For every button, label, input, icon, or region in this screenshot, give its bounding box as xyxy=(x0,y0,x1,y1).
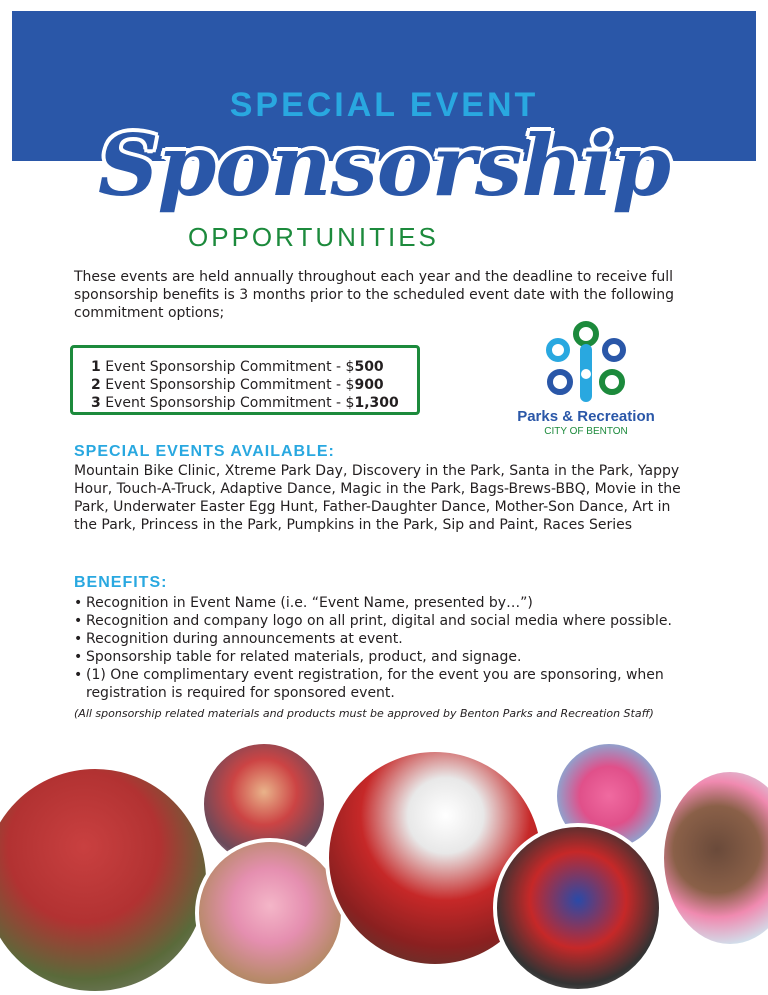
events-heading: SPECIAL EVENTS AVAILABLE: xyxy=(74,443,335,460)
benefits-heading: BENEFITS: xyxy=(74,574,168,591)
commitment-amount: 900 xyxy=(354,377,384,393)
benefit-item: • Recognition in Event Name (i.e. “Event Name, presented by…”) xyxy=(74,594,714,612)
header-kicker: SPECIAL EVENT xyxy=(229,86,539,124)
commitment-amount: 1,300 xyxy=(354,395,399,411)
commitment-count: 2 xyxy=(91,377,101,393)
commitment-amount: 500 xyxy=(354,359,384,375)
commitment-label: Event Sponsorship Commitment - $ xyxy=(105,377,355,393)
header xyxy=(0,0,768,260)
parks-recreation-logo xyxy=(500,320,672,440)
tree-logo-icon xyxy=(500,320,672,410)
page-title: Sponsorship xyxy=(97,116,671,215)
commitment-count: 1 xyxy=(91,359,101,375)
commitment-box xyxy=(70,345,420,415)
benefits-list xyxy=(74,594,714,702)
events-list: Mountain Bike Clinic, Xtreme Park Day, Discovery in the Park, Santa in the Park, Yappy Hour, Touch-A-Truck, Adaptive Dance, Magic in the Park, Bags-Brews-BBQ, Movie in the Park, Underwater Easter Egg Hunt, Father-Daughter Dance, Mother-Son Dance, Art in the Park, Princess in the Park, Pumpkins in the Park, Sip and Paint, Races Series xyxy=(74,463,681,533)
logo-name: Parks & Recreation xyxy=(517,408,655,425)
commitment-count: 3 xyxy=(91,395,101,411)
benefit-item: • Recognition during announcements at event. xyxy=(74,630,714,648)
photo-superheroes xyxy=(493,823,663,993)
commitment-label: Event Sponsorship Commitment - $ xyxy=(105,359,355,375)
commitment-row xyxy=(91,358,417,376)
logo-city: CITY OF BENTON xyxy=(544,426,628,437)
benefit-item: • Sponsorship table for related materials, product, and signage. xyxy=(74,648,714,666)
commitment-label: Event Sponsorship Commitment - $ xyxy=(105,395,355,411)
commitment-row xyxy=(91,376,417,394)
benefit-item: • (1) One complimentary event registration, for the event you are sponsoring, when registration is required for sponsored event. xyxy=(74,666,714,702)
photo-race-runners xyxy=(0,765,210,995)
approval-note: (All sponsorship related materials and products must be approved by Benton Parks and Recreation Staff) xyxy=(74,707,654,720)
header-subtitle: OPPORTUNITIES xyxy=(188,222,439,252)
benefit-item: • Recognition and company logo on all print, digital and social media where possible. xyxy=(74,612,714,630)
photo-splash-pad xyxy=(660,768,768,948)
photo-princess xyxy=(195,838,345,988)
intro-paragraph: These events are held annually throughout each year and the deadline to receive full sponsorship benefits is 3 months prior to the scheduled event date with the following commitment options; xyxy=(74,269,675,321)
commitment-row xyxy=(91,394,417,412)
